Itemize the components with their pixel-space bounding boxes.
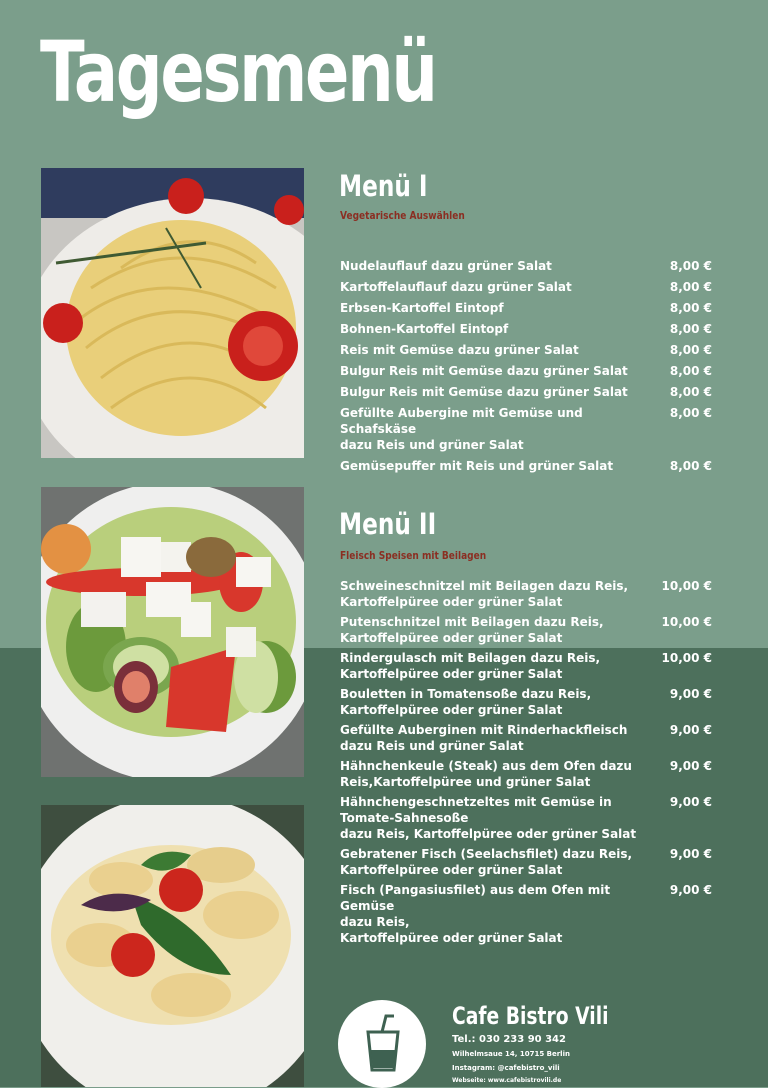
menu-item: Bulgur Reis mit Gemüse dazu grüner Salat 8,00 € bbox=[340, 364, 712, 378]
menu2-list bbox=[340, 578, 712, 950]
menu-item: Kartoffelauflauf dazu grüner Salat 8,00 € bbox=[340, 280, 712, 294]
menu2-subtitle: Fleisch Speisen mit Beilagen bbox=[340, 549, 487, 562]
menu2-heading: Menü II bbox=[339, 507, 437, 541]
menu-item: Gefüllte Auberginen mit Rinderhackfleisch dazu Reis und grüner Salat 9,00 € bbox=[340, 723, 712, 753]
menu-item: Schweineschnitzel mit Beilagen dazu Reis, Kartoffelpüree oder grüner Salat 10,00 € bbox=[340, 579, 712, 609]
menu1-heading: Menü I bbox=[339, 169, 428, 203]
instagram-handle: Instagram: @cafebistro_vili bbox=[452, 1064, 560, 1072]
tortellini-photo bbox=[41, 805, 304, 1087]
phone-number: Tel.: 030 233 90 342 bbox=[452, 1034, 566, 1045]
menu-item: Bohnen-Kartoffel Eintopf 8,00 € bbox=[340, 322, 712, 336]
address: Wilhelmsaue 14, 10715 Berlin bbox=[452, 1050, 570, 1058]
cafe-logo bbox=[338, 1000, 426, 1088]
menu-item: Nudelauflauf dazu grüner Salat 8,00 € bbox=[340, 259, 712, 273]
menu-item: Bulgur Reis mit Gemüse dazu grüner Salat 8,00 € bbox=[340, 385, 712, 399]
menu-item: Putenschnitzel mit Beilagen dazu Reis, Kartoffelpüree oder grüner Salat 10,00 € bbox=[340, 615, 712, 645]
menu-item: Hähnchenkeule (Steak) aus dem Ofen dazu Reis,Kartoffelpüree und grüner Salat 9,00 € bbox=[340, 759, 712, 789]
menu-item: Gebratener Fisch (Seelachsfilet) dazu Reis, Kartoffelpüree oder grüner Salat 9,00 € bbox=[340, 847, 712, 877]
menu-item: Fisch (Pangasiusfilet) aus dem Ofen mit Gemüse dazu Reis, Kartoffelpüree oder grüner Salat 9,00 € bbox=[340, 883, 712, 945]
menu-item: Hähnchengeschnetzeltes mit Gemüse in Tomate-Sahnesoße dazu Reis, Kartoffelpüree oder grüner Salat 9,00 € bbox=[340, 795, 712, 841]
cafe-name: Cafe Bistro Vili bbox=[452, 1002, 609, 1030]
menu-item: Gefüllte Aubergine mit Gemüse und Schafskäse dazu Reis und grüner Salat 8,00 € bbox=[340, 406, 712, 452]
website: Webseite: www.cafebistrovili.de bbox=[452, 1077, 562, 1084]
menu1-subtitle: Vegetarische Auswählen bbox=[340, 209, 465, 222]
drink-cup-icon bbox=[362, 1014, 402, 1072]
menu-item: Rindergulasch mit Beilagen dazu Reis, Kartoffelpüree oder grüner Salat 10,00 € bbox=[340, 651, 712, 681]
spaghetti-photo bbox=[41, 168, 304, 458]
menu-item: Gemüsepuffer mit Reis und grüner Salat 8,00 € bbox=[340, 459, 712, 473]
page-title: Tagesmenü bbox=[40, 23, 436, 121]
salad-photo bbox=[41, 487, 304, 777]
menu-item: Bouletten in Tomatensoße dazu Reis, Kartoffelpüree oder grüner Salat 9,00 € bbox=[340, 687, 712, 717]
menu-item: Erbsen-Kartoffel Eintopf 8,00 € bbox=[340, 301, 712, 315]
menu1-list bbox=[340, 258, 712, 479]
menu-item: Reis mit Gemüse dazu grüner Salat 8,00 € bbox=[340, 343, 712, 357]
